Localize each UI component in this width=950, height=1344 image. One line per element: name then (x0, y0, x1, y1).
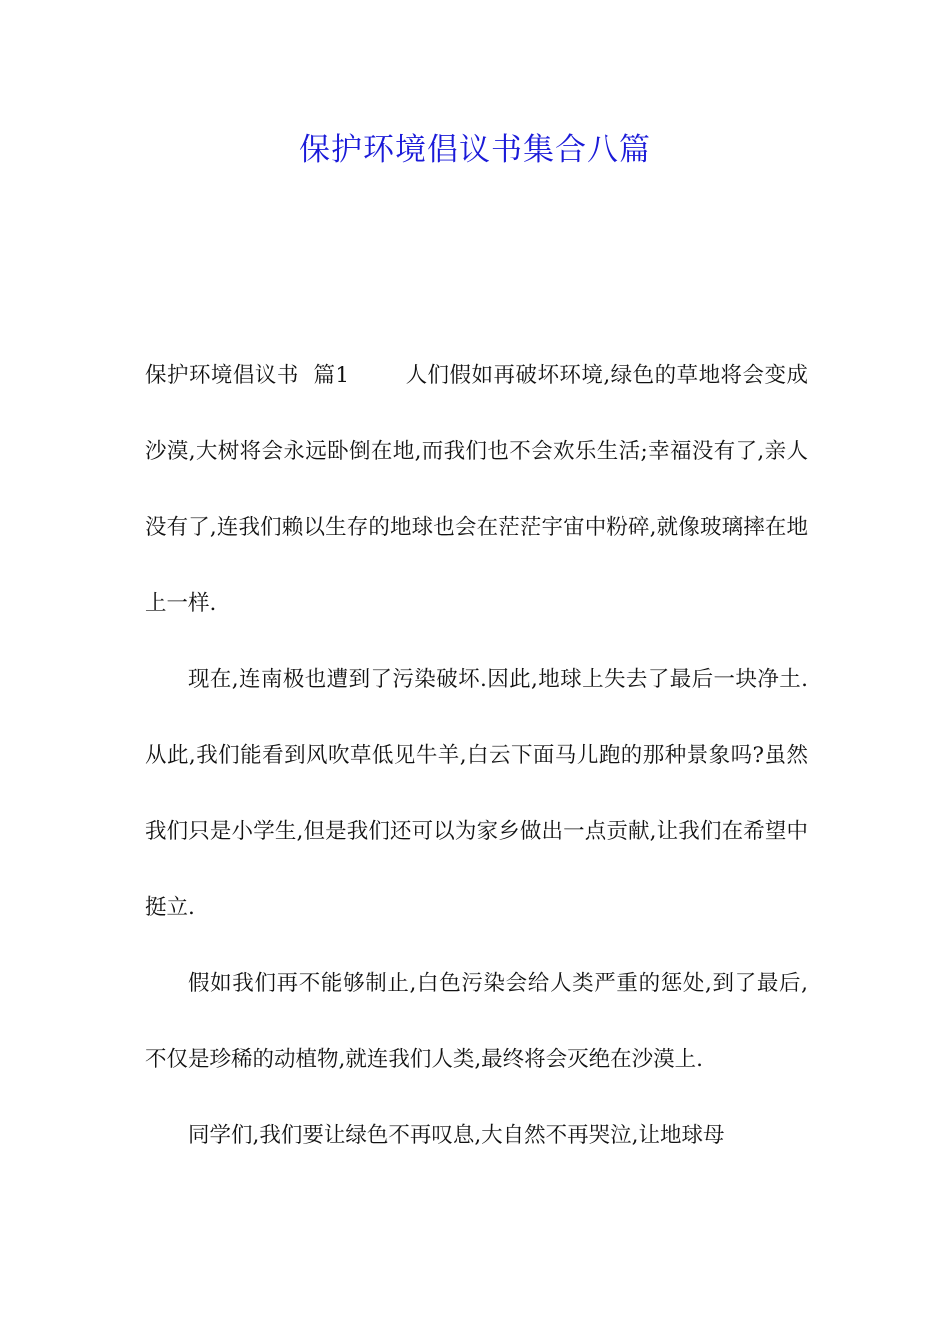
document-title: 保护环境倡议书集合八篇 (299, 132, 651, 168)
paragraph-1 (145, 338, 808, 642)
document-body (145, 338, 808, 1174)
paragraph-4: 同学们,我们要让绿色不再叹息,大自然不再哭泣,让地球母 (188, 1123, 725, 1148)
paragraph-1-text: 人们假如再破坏环境,绿色的草地将会变成沙漠,大树将会永远卧倒在地,而我们也不会欢乐生活;幸福没有了,亲人没有了,连我们赖以生存的地球也会在茫茫宇宙中粉碎,就像玻璃摔在地上一样. (145, 363, 808, 616)
paragraph-2: 现在,连南极也遭到了污染破坏.因此,地球上失去了最后一块净土.从此,我们能看到风吹草低见牛羊,白云下面马儿跑的那种景象吗?虽然我们只是小学生,但是我们还可以为家乡做出一点贡献,让我们在希望中挺立. (145, 667, 808, 920)
section-heading: 保护环境倡议书 篇1 (145, 363, 350, 388)
paragraph-3: 假如我们再不能够制止,白色污染会给人类严重的惩处,到了最后,不仅是珍稀的动植物,就连我们人类,最终将会灭绝在沙漠上. (145, 971, 808, 1072)
